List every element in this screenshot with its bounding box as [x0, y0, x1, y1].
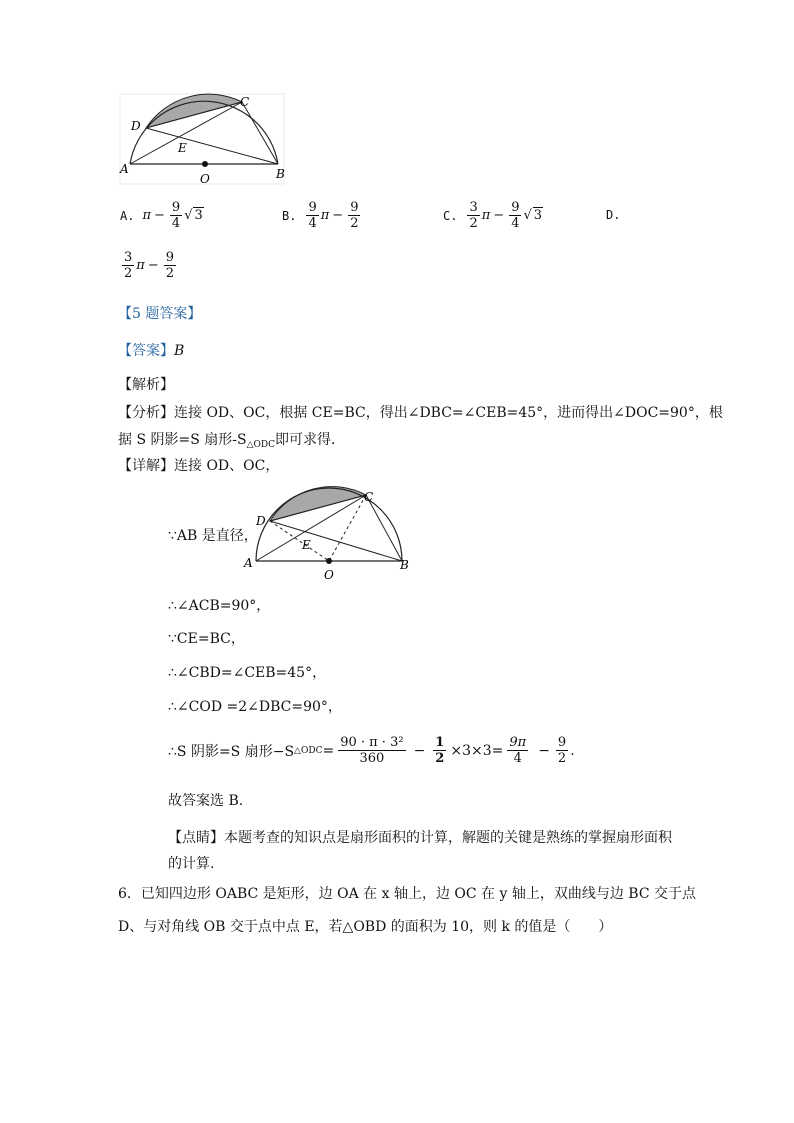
semicircle-figure-1	[118, 92, 288, 187]
option-b-den-1: 4	[308, 216, 317, 231]
radius-oc-dashed	[329, 495, 366, 561]
chord-cb-2	[366, 495, 402, 561]
formula-prefix: ∴S 阴影=S 扇形−S	[168, 743, 295, 760]
option-c-fraction-1	[467, 200, 479, 231]
option-d-pi: π	[136, 258, 145, 273]
option-c-den-1: 2	[469, 216, 478, 231]
formula-f3-den: 4	[513, 751, 522, 766]
option-a-fraction	[170, 200, 182, 231]
formula-middle: ×3×3=	[450, 742, 504, 759]
formula-f4-den: 2	[557, 751, 567, 766]
formula-fraction-1	[338, 735, 405, 766]
label-c-2: C	[364, 490, 374, 504]
step-2: ∴∠ACB=90°，	[168, 598, 271, 614]
option-d-fraction-2	[164, 250, 176, 281]
option-c-fraction-2	[509, 200, 521, 231]
answer-tag: 【答案】	[118, 343, 174, 359]
option-a-minus: −	[154, 208, 165, 223]
option-a-label: A.	[120, 208, 135, 223]
center-point-o	[202, 161, 208, 167]
analysis-line-2	[118, 430, 345, 455]
option-b-label: B.	[282, 208, 297, 223]
option-b-num-2: 9	[350, 200, 359, 215]
label-d-2: D	[256, 514, 266, 528]
option-d-num-1: 3	[124, 250, 133, 265]
option-c-pi: π	[481, 208, 491, 223]
analysis-line-1: 【分析】连接 OD、OC，根据 CE=BC，得出∠DBC=∠CEB=45°，进而得出∠DOC=90°，根	[118, 405, 723, 421]
conclusion: 故答案选 B.	[168, 793, 244, 809]
step-1: ∵AB 是直径，	[168, 528, 258, 544]
label-b: B	[276, 167, 285, 181]
answer-line	[118, 341, 184, 361]
option-b-minus: −	[332, 208, 344, 223]
center-point-o-2	[326, 558, 332, 564]
formula-subscript: △ODC	[294, 745, 323, 756]
formula-fraction-3	[507, 735, 528, 766]
semicircle-figure-2	[240, 485, 415, 585]
option-b[interactable]	[282, 200, 362, 231]
detail-header: 【详解】连接 OD、OC，	[118, 458, 280, 474]
option-c[interactable]	[443, 200, 543, 231]
analysis-header: 【解析】	[118, 377, 174, 393]
option-d-minus: −	[147, 258, 159, 273]
radius-od-dashed	[270, 521, 329, 561]
formula-minus-1: −	[413, 742, 426, 759]
formula-end: .	[570, 742, 575, 759]
question-6-line-1: 6．已知四边形 OABC 是矩形，边 OA 在 x 轴上，边 OC 在 y 轴上，双曲线与边 BC 交于点	[118, 886, 696, 902]
label-a-2: A	[244, 556, 253, 570]
analysis-line-2-post: 即可求得．	[275, 432, 345, 448]
formula-f3-num: 9π	[509, 735, 527, 750]
option-c-num-2: 9	[511, 200, 520, 215]
option-a-sqrt: √ 3	[184, 208, 203, 223]
label-e: E	[178, 141, 187, 155]
formula-f1-den: 360	[359, 751, 385, 766]
question-6-line-2: D、与对角线 OB 交于点中点 E，若△OBD 的面积为 10，则 k 的值是（ ）	[118, 919, 613, 935]
option-d-num-2: 9	[165, 250, 175, 265]
label-d: D	[131, 119, 141, 133]
answer-header: 【5 题答案】	[118, 306, 202, 322]
label-o-2: O	[324, 568, 334, 582]
option-c-sqrt: √ 3	[523, 208, 543, 223]
option-b-fraction-2	[348, 200, 360, 231]
option-d-fraction-1	[122, 250, 134, 281]
formula-fraction-2	[433, 735, 446, 766]
option-b-den-2: 2	[350, 216, 359, 231]
key-point-line-1: 【点睛】本题考查的知识点是扇形面积的计算，解题的关键是熟练的掌握扇形面积	[168, 830, 672, 846]
formula-equals: =	[322, 742, 335, 759]
formula-fraction-4	[556, 735, 568, 766]
analysis-line-2-sub: △ODC	[246, 440, 275, 450]
analysis-line-2-pre: 据 S 阴影=S 扇形-S	[118, 432, 247, 448]
option-b-pi: π	[320, 208, 330, 223]
option-a[interactable]	[120, 200, 204, 231]
formula-minus-2: −	[538, 742, 550, 759]
option-d[interactable]	[606, 208, 628, 222]
option-d-expression	[120, 250, 178, 281]
label-c: C	[240, 95, 250, 109]
formula-f2-num: 1	[435, 735, 445, 750]
option-c-label: C.	[443, 208, 458, 223]
formula-f4-num: 9	[557, 735, 567, 750]
label-e-2: E	[302, 538, 311, 552]
option-c-num-1: 3	[469, 200, 478, 215]
label-o: O	[200, 172, 210, 186]
option-b-fraction-1	[306, 200, 318, 231]
label-a: A	[120, 162, 129, 176]
option-c-den-2: 4	[511, 216, 520, 231]
option-a-num: 9	[171, 200, 181, 215]
label-b-2: B	[400, 558, 409, 572]
area-formula	[168, 735, 575, 766]
step-4: ∴∠CBD=∠CEB=45°，	[168, 665, 327, 681]
option-d-den-1: 2	[124, 266, 133, 281]
key-point-line-2: 的计算.	[168, 856, 215, 872]
option-a-pi: π	[142, 208, 151, 223]
option-a-radicand: 3	[194, 208, 203, 223]
step-5: ∴∠COD =2∠DBC=90°，	[168, 699, 342, 715]
formula-f2-den: 2	[435, 751, 445, 766]
answer-value: B	[174, 343, 185, 359]
formula-f1-num: 90 · π · 3²	[340, 735, 404, 750]
option-d-label: D.	[606, 208, 621, 222]
option-c-minus: −	[493, 208, 505, 223]
step-3: ∵CE=BC，	[168, 631, 245, 647]
option-a-den: 4	[171, 216, 181, 231]
option-d-den-2: 2	[165, 266, 175, 281]
option-c-radicand: 3	[533, 208, 543, 223]
option-b-num-1: 9	[308, 200, 317, 215]
